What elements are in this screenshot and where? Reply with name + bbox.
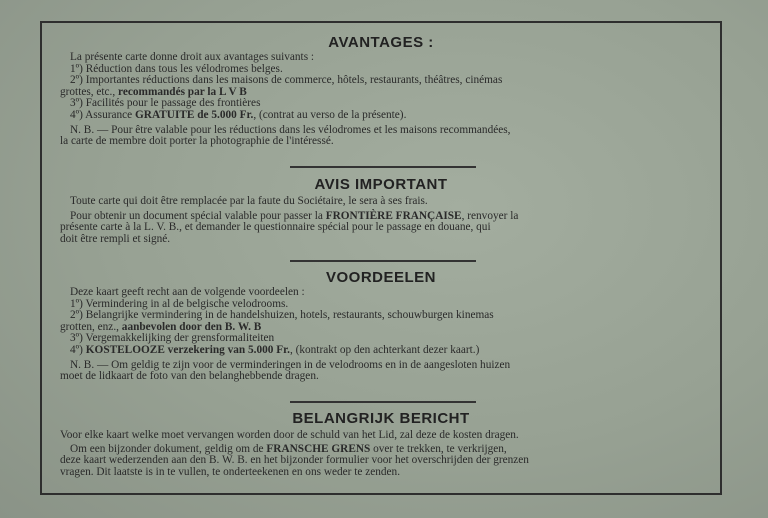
voordeelen-nb-line-1: N. B. — Om geldig te zijn voor de verminderingen in de velodrooms en in de aangesloten huizen <box>70 358 511 371</box>
voordeelen-item-4-prefix: 4º) <box>70 343 86 356</box>
divider-1 <box>290 166 476 168</box>
voordeelen-item-4-suffix: , (kontrakt op den achterkant dezer kaart.) <box>289 343 480 356</box>
avis-heading: AVIS IMPORTANT <box>314 176 448 193</box>
avantages-item-4-suffix: , (contrat au verso de la présente). <box>253 108 407 121</box>
voordeelen-item-4 <box>42 345 720 357</box>
bericht-line-1: Voor elke kaart welke moet vervangen worden door de schuld van het Lid, zal deze de kosten dragen. <box>60 429 519 441</box>
bericht-line-2-suffix: over te trekken, te verkrijgen, <box>370 442 507 455</box>
avis-line-2-suffix: , renvoyer la <box>461 209 519 222</box>
section-voordeelen <box>42 269 720 383</box>
avis-line-4: doit être rempli et signé. <box>60 232 171 245</box>
avantages-item-4 <box>42 110 720 122</box>
avis-line-2-prefix: Pour obtenir un document spécial valable pour passer la <box>70 209 326 222</box>
voordeelen-intro: Deze kaart geeft recht aan de volgende voordeelen : <box>70 286 305 298</box>
bericht-line-3: deze kaart wederzenden aan den B. W. B. en het bijzonder formulier voor het overschrijden der grenzen <box>60 454 529 467</box>
voordeelen-item-3: 3º) Vergemakkelijking der grensformaliteiten <box>70 332 275 345</box>
avis-line-3: présente carte à la L. V. B., et demander le questionnaire spécial pour le passage en douane, qui <box>60 221 491 234</box>
avis-line-2-bold: FRONTIÈRE FRANÇAISE <box>325 209 462 222</box>
avantages-intro: La présente carte donne droit aux avantages suivants : <box>70 51 315 63</box>
divider-3 <box>290 401 476 403</box>
section-avantages <box>42 34 720 148</box>
avantages-item-2-line-1: 2º) Importantes réductions dans les maisons de commerce, hôtels, restaurants, théâtres, cinémas <box>70 74 503 87</box>
voordeelen-nb-line-2: moet de lidkaart de foto van den belanghebbende dragen. <box>60 370 319 383</box>
bericht-heading: BELANGRIJK BERICHT <box>292 410 470 427</box>
bericht-line-2-prefix: Om een bijzonder dokument, geldig om de <box>70 442 267 455</box>
avantages-item-4-prefix: 4º) Assurance <box>70 108 135 121</box>
section-belangrijk-bericht <box>42 410 720 478</box>
voordeelen-item-4-bold: KOSTELOOZE verzekering van 5.000 Fr. <box>85 343 290 356</box>
bericht-line-4: vragen. Dit laatste is in te vullen, te onderteekenen en ons weder te zenden. <box>60 465 401 478</box>
section-avis-important <box>42 176 720 245</box>
avis-line-1: Toute carte qui doit être remplacée par la faute du Sociétaire, le sera à ses frais. <box>70 195 428 207</box>
avantages-item-2-prefix: grottes, etc., <box>60 85 119 98</box>
divider-2 <box>290 260 476 262</box>
card-frame <box>40 21 722 495</box>
avantages-item-1: 1º) Réduction dans tous les vélodromes belges. <box>70 62 283 75</box>
avantages-heading: AVANTAGES : <box>328 34 434 51</box>
voordeelen-item-2-line-1: 2º) Belangrijke vermindering in de handelshuizen, hotels, restaurants, schouwburgen kinemas <box>70 309 494 322</box>
avantages-nb-line-2: la carte de membre doit porter la photographie de l'intéressé. <box>60 135 334 148</box>
voordeelen-item-2-bold: aanbevolen door den B. W. B <box>121 320 262 333</box>
voordeelen-heading: VOORDEELEN <box>325 269 436 286</box>
bericht-line-2-bold: FRANSCHE GRENS <box>266 442 371 455</box>
voordeelen-item-2-prefix: grotten, enz., <box>60 320 122 333</box>
avantages-item-2-bold: recommandés par la L V B <box>118 85 247 98</box>
avantages-nb-line-1: N. B. — Pour être valable pour les réductions dans les vélodromes et les maisons recommandées, <box>70 123 511 136</box>
avantages-item-4-bold: GRATUITE de 5.000 Fr. <box>135 108 254 121</box>
voordeelen-item-1: 1º) Vermindering in al de belgische velodrooms. <box>70 297 289 310</box>
avantages-item-3: 3º) Facilités pour le passage des frontières <box>70 97 261 110</box>
